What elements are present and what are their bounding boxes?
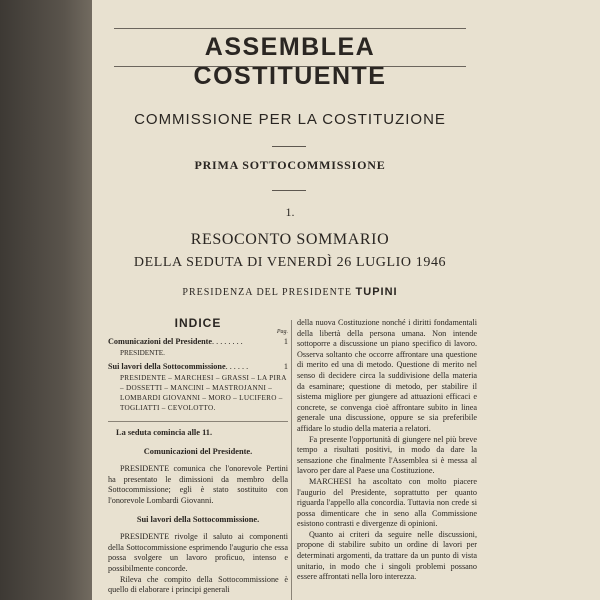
toc-speakers: PRESIDENTE – MARCHESI – GRASSI – LA PIRA – DOSSETTI – MANCINI – MASTROJANNI – LOMBARDI GIOVANNI – MORO – LUCIFERO – TOGLIATTI – CEVOLOTTO. bbox=[120, 373, 287, 412]
short-divider bbox=[272, 146, 306, 147]
right-column bbox=[297, 318, 477, 583]
toc-page: 1 bbox=[283, 362, 288, 372]
toc-entry[interactable] bbox=[108, 337, 288, 348]
toc-speakers: PRESIDENTE. bbox=[120, 348, 165, 357]
document-page bbox=[92, 0, 600, 600]
commission-title: COMMISSIONE PER LA COSTITUZIONE bbox=[134, 111, 446, 128]
section-heading: Comunicazioni del Presidente. bbox=[143, 446, 253, 456]
president-name: TUPINI bbox=[355, 286, 398, 298]
paragraph: PRESIDENTE comunica che l'onorevole Pertini ha presentato le dimissioni da membro della Sottocommissione; egli è stato sostituito con l'onorevole Lombardi Giovanni. bbox=[108, 464, 288, 505]
paragraph: Quanto ai criteri da seguire nelle discussioni, propone di stabilire subito un ordine di lavori per determinati argomenti, da trattare da un punto di vista unitario, in modo che i singoli problemi possano essere affrontati nella loro interezza. bbox=[297, 529, 477, 582]
book-binding-shadow bbox=[0, 0, 92, 600]
toc-entry[interactable] bbox=[108, 362, 288, 373]
session-opening: La seduta comincia alle 11. bbox=[116, 427, 213, 437]
paragraph: PRESIDENTE rivolge il saluto ai componenti della Sottocommissione esprimendo l'augurio che essa possa svolgere un lavoro proficuo, intenso e possibilmente concorde. bbox=[108, 532, 288, 573]
toc-dots: . . . . . . bbox=[225, 362, 249, 372]
paragraph: Fa presente l'opportunità di giungere nel più breve tempo a risultati positivi, in modo da dare la sensazione che finalmente l'Assemblea si è messa al lavoro per dare al Paese una Costituzione. bbox=[297, 434, 477, 476]
report-number: 1. bbox=[285, 205, 295, 219]
toc-title: Sui lavori della Sottocommissione bbox=[108, 362, 226, 372]
short-divider bbox=[272, 190, 306, 191]
toc-page: 1 bbox=[283, 337, 288, 347]
page-label: Pag. bbox=[276, 328, 288, 335]
presidency-prefix: PRESIDENZA DEL PRESIDENTE bbox=[182, 287, 353, 298]
paragraph: MARCHESI ha ascoltato con molto piacere l'augurio del Presidente, soprattutto per quanto riguarda l'appello alla concordia. Tuttavia non crede si possa dimenticare che in seno alla Commissione esistono contrasti e divergenze di opinioni. bbox=[297, 476, 477, 529]
column-divider bbox=[291, 320, 292, 600]
top-rule bbox=[114, 28, 466, 29]
paragraph: Rileva che compito della Sottocommissione è quello di elaborare i principi generali bbox=[108, 574, 288, 595]
toc-title: Comunicazioni del Presidente bbox=[108, 337, 213, 347]
session-date: DELLA SEDUTA DI VENERDÌ 26 LUGLIO 1946 bbox=[133, 255, 447, 270]
left-column bbox=[108, 318, 288, 596]
title-underline-rule bbox=[114, 66, 466, 67]
section-heading: Sui lavori della Sottocommissione. bbox=[136, 514, 260, 524]
presidency-line bbox=[112, 286, 468, 298]
index-separator bbox=[108, 421, 288, 422]
report-title: RESOCONTO SOMMARIO bbox=[190, 231, 390, 248]
paragraph: della nuova Costituzione nonché i diritti fondamentali della libertà della persona umana. Non intende sottoporre a discussione un piano specifico di lavoro. Osserva soltanto che occorre affrontare una questione di merito ed una di metodo. Questione di merito nel senso di decidere circa la suddivisione della materia da esaminare; questione di metodo, per stabilire il sistema migliore per giungere ad attuazioni efficaci e concrete, se convenga cioè affrontare subito in linea generale una discussione, oppure se sia preferibile affidare lo studio della materia a relatori. bbox=[297, 318, 477, 433]
assembly-title: ASSEMBLEA COSTITUENTE bbox=[193, 33, 387, 90]
toc-dots: . . . . . . . . bbox=[212, 337, 243, 347]
subcommission-title: PRIMA SOTTOCOMMISSIONE bbox=[194, 158, 386, 172]
index-title: INDICE bbox=[174, 316, 222, 330]
